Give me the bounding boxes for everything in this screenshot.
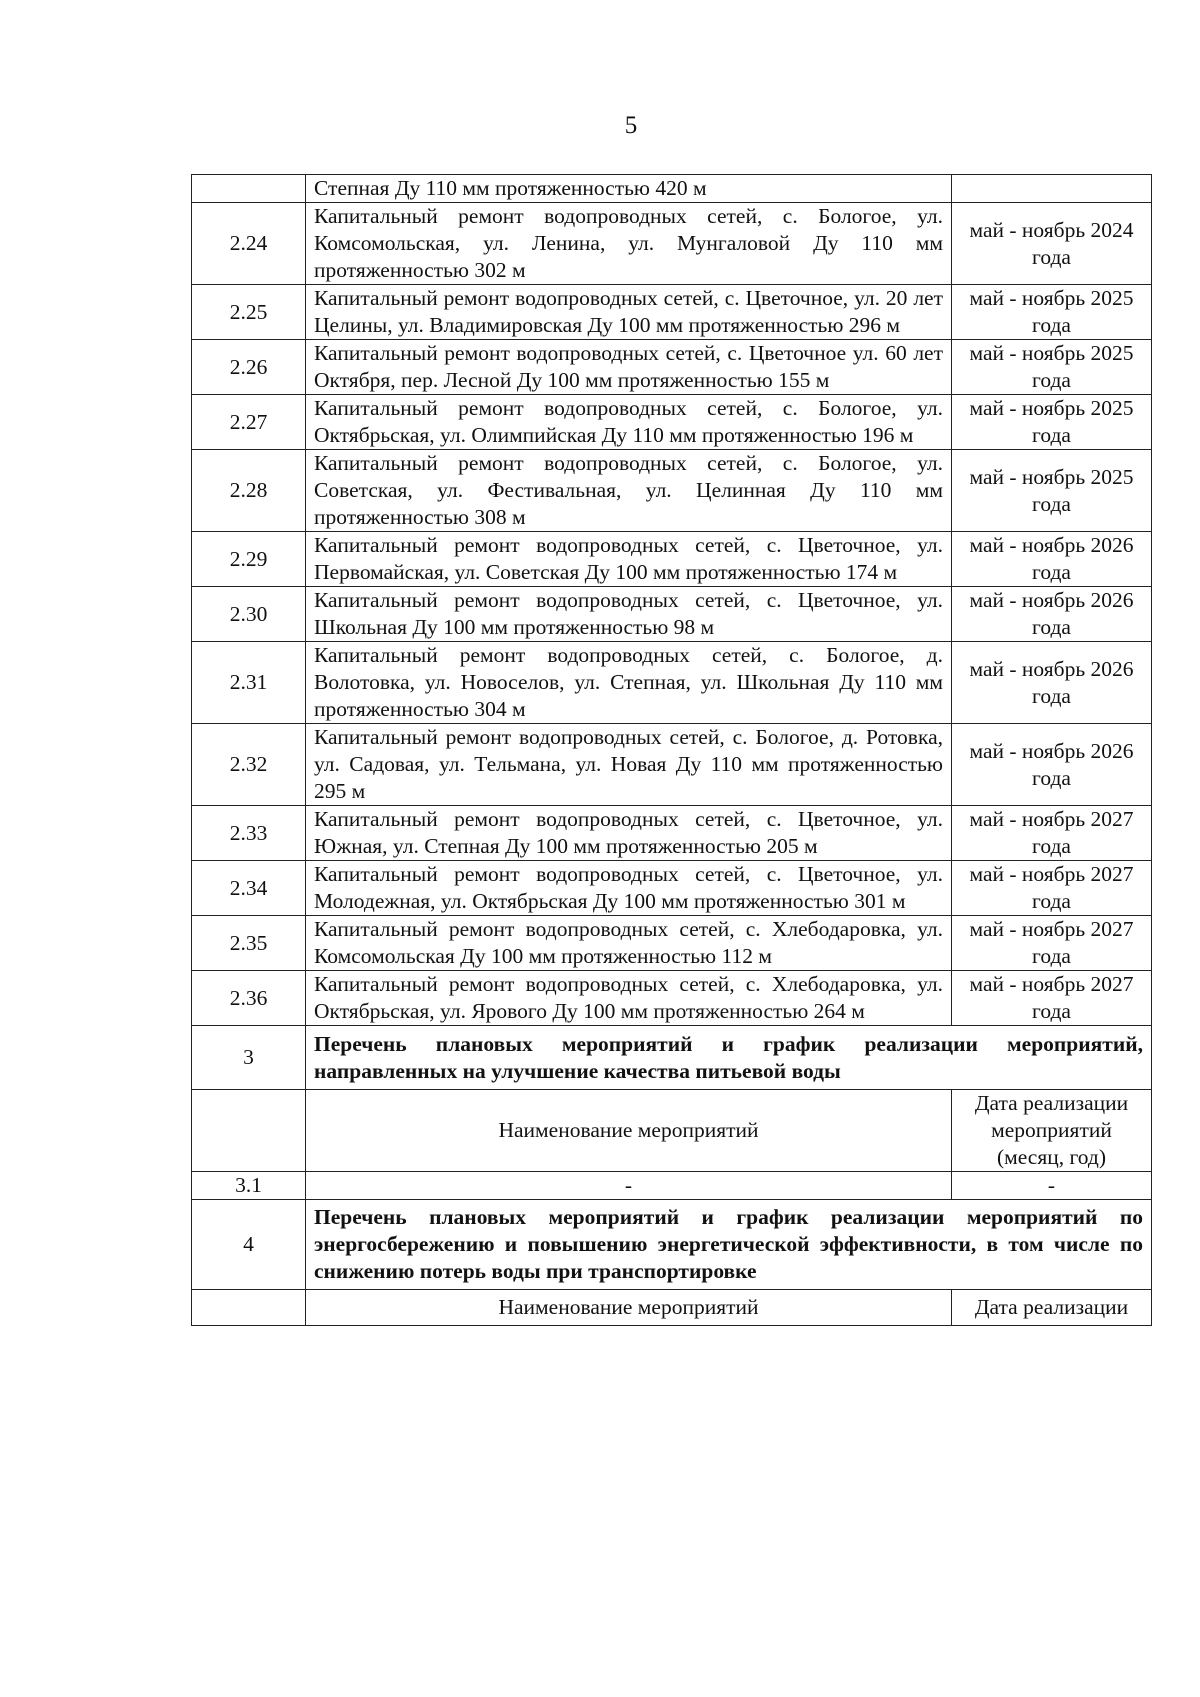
row-measure-name: Капитальный ремонт водопроводных сетей, с. Цветочное, ул. Молодежная, ул. Октябрьская Ду 100 мм протяженностью 301 м bbox=[306, 861, 952, 916]
row-measure-name: Капитальный ремонт водопроводных сетей, с. Хлебодаровка, ул. Октябрьская, ул. Ярового Ду 100 мм протяженностью 264 м bbox=[306, 971, 952, 1026]
table-row bbox=[192, 861, 1152, 916]
section-3-header-row bbox=[192, 1090, 1152, 1172]
row-measure-name: Капитальный ремонт водопроводных сетей, с. Цветочное, ул. Первомайская, ул. Советская Ду 100 мм протяженностью 174 м bbox=[306, 532, 952, 587]
section-4-header-row bbox=[192, 1290, 1152, 1326]
row-number: 2.36 bbox=[192, 971, 306, 1026]
header-measure-name: Наименование мероприятий bbox=[306, 1090, 952, 1172]
row-date: май - ноябрь 2025 года bbox=[952, 450, 1152, 532]
row-date: май - ноябрь 2027 года bbox=[952, 861, 1152, 916]
row-date: май - ноябрь 2027 года bbox=[952, 971, 1152, 1026]
section-4-row bbox=[192, 1200, 1152, 1290]
table-row bbox=[192, 450, 1152, 532]
table-row bbox=[192, 916, 1152, 971]
row-measure-name: Капитальный ремонт водопроводных сетей, с. Цветочное ул. 60 лет Октября, пер. Лесной Ду 100 мм протяженностью 155 м bbox=[306, 340, 952, 395]
row-number: 2.31 bbox=[192, 642, 306, 724]
header-number-cell bbox=[192, 1090, 306, 1172]
row-number: 3.1 bbox=[192, 1172, 306, 1200]
row-date: май - ноябрь 2026 года bbox=[952, 642, 1152, 724]
row-date: май - ноябрь 2027 года bbox=[952, 916, 1152, 971]
row-number: 2.32 bbox=[192, 724, 306, 806]
row-measure-name: Капитальный ремонт водопроводных сетей, с. Бологое, ул. Октябрьская, ул. Олимпийская Ду 110 мм протяженностью 196 м bbox=[306, 395, 952, 450]
row-date: май - ноябрь 2024 года bbox=[952, 203, 1152, 285]
row-number: 2.24 bbox=[192, 203, 306, 285]
section-number: 3 bbox=[192, 1026, 306, 1090]
row-measure-name: Капитальный ремонт водопроводных сетей, с. Бологое, ул. Комсомольская, ул. Ленина, ул. Мунгаловой Ду 110 мм протяженностью 302 м bbox=[306, 203, 952, 285]
table-row bbox=[192, 1172, 1152, 1200]
row-number: 2.25 bbox=[192, 285, 306, 340]
row-measure-name: Капитальный ремонт водопроводных сетей, с. Цветочное, ул. Южная, ул. Степная Ду 100 мм протяженностью 205 м bbox=[306, 806, 952, 861]
row-number: 2.34 bbox=[192, 861, 306, 916]
row-number bbox=[192, 175, 306, 203]
table-row bbox=[192, 971, 1152, 1026]
table-row bbox=[192, 806, 1152, 861]
section-3-row bbox=[192, 1026, 1152, 1090]
row-measure-name: Капитальный ремонт водопроводных сетей, с. Хлебодаровка, ул. Комсомольская Ду 100 мм протяженностью 112 м bbox=[306, 916, 952, 971]
row-number: 2.27 bbox=[192, 395, 306, 450]
header-number-cell bbox=[192, 1290, 306, 1326]
row-measure-name: Капитальный ремонт водопроводных сетей, с. Бологое, ул. Советская, ул. Фестивальная, ул. Целинная Ду 110 мм протяженностью 308 м bbox=[306, 450, 952, 532]
row-number: 2.28 bbox=[192, 450, 306, 532]
row-date: май - ноябрь 2025 года bbox=[952, 285, 1152, 340]
header-date: Дата реализации bbox=[952, 1290, 1152, 1326]
section-title: Перечень плановых мероприятий и график реализации мероприятий по энергосбережению и повышению энергетической эффективности, в том числе по снижению потерь воды при транспортировке bbox=[306, 1200, 1152, 1290]
header-measure-name: Наименование мероприятий bbox=[306, 1290, 952, 1326]
row-date: - bbox=[952, 1172, 1152, 1200]
row-measure-name: Капитальный ремонт водопроводных сетей, с. Цветочное, ул. Школьная Ду 100 мм протяженностью 98 м bbox=[306, 587, 952, 642]
table-row bbox=[192, 175, 1152, 203]
row-date: май - ноябрь 2026 года bbox=[952, 724, 1152, 806]
row-date: май - ноябрь 2026 года bbox=[952, 587, 1152, 642]
table-row bbox=[192, 340, 1152, 395]
row-number: 2.29 bbox=[192, 532, 306, 587]
table-row bbox=[192, 395, 1152, 450]
row-date: май - ноябрь 2027 года bbox=[952, 806, 1152, 861]
row-number: 2.35 bbox=[192, 916, 306, 971]
row-measure-name: Степная Ду 110 мм протяженностью 420 м bbox=[306, 175, 952, 203]
section-title: Перечень плановых мероприятий и график реализации мероприятий, направленных на улучшение качества питьевой воды bbox=[306, 1026, 1152, 1090]
row-date: май - ноябрь 2025 года bbox=[952, 340, 1152, 395]
row-number: 2.33 bbox=[192, 806, 306, 861]
row-date bbox=[952, 175, 1152, 203]
page-number: 5 bbox=[624, 112, 638, 139]
row-date: май - ноябрь 2026 года bbox=[952, 532, 1152, 587]
header-date: Дата реализации мероприятий (месяц, год) bbox=[952, 1090, 1152, 1172]
table-row bbox=[192, 285, 1152, 340]
row-number: 2.30 bbox=[192, 587, 306, 642]
row-measure-name: Капитальный ремонт водопроводных сетей, с. Бологое, д. Ротовка, ул. Садовая, ул. Тельмана, ул. Новая Ду 110 мм протяженностью 295 м bbox=[306, 724, 952, 806]
table-row bbox=[192, 642, 1152, 724]
row-measure-name: Капитальный ремонт водопроводных сетей, с. Цветочное, ул. 20 лет Целины, ул. Владимировская Ду 100 мм протяженностью 296 м bbox=[306, 285, 952, 340]
row-measure-name: Капитальный ремонт водопроводных сетей, с. Бологое, д. Волотовка, ул. Новоселов, ул. Степная, ул. Школьная Ду 110 мм протяженностью 304 м bbox=[306, 642, 952, 724]
table-row bbox=[192, 724, 1152, 806]
row-number: 2.26 bbox=[192, 340, 306, 395]
measures-table bbox=[191, 174, 1152, 1326]
table-row bbox=[192, 587, 1152, 642]
table-row bbox=[192, 532, 1152, 587]
row-date: май - ноябрь 2025 года bbox=[952, 395, 1152, 450]
table-row bbox=[192, 203, 1152, 285]
section-number: 4 bbox=[192, 1200, 306, 1290]
row-measure-name: - bbox=[306, 1172, 952, 1200]
